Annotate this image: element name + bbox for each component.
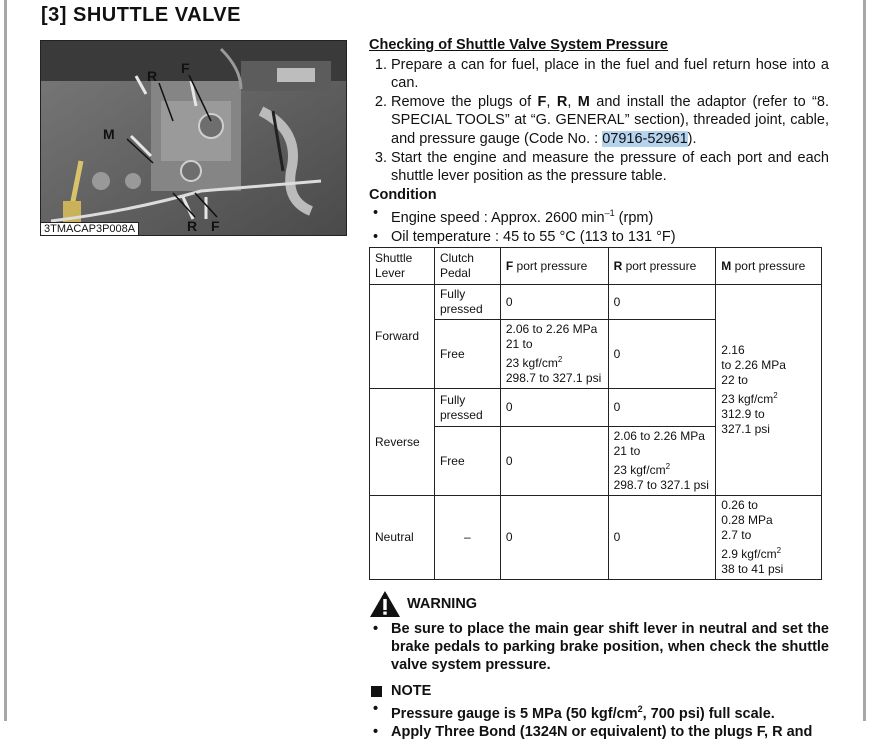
header-shuttle-lever: Shuttle Lever	[370, 248, 435, 285]
procedure-block	[369, 36, 829, 246]
step-3: 3. Start the engine and measure the pressure of each port and each shuttle lever position as the pressure table.	[391, 149, 829, 186]
label-m: M	[103, 126, 115, 142]
pedal-fully-pressed: Fully pressed	[434, 285, 500, 320]
header-f-port: F port pressure	[500, 248, 608, 285]
table-row	[370, 496, 822, 580]
lever-reverse: Reverse	[370, 389, 435, 496]
condition-title: Condition	[369, 186, 437, 203]
label-r-bottom: R	[187, 218, 198, 234]
r-port-pressure-value: 2.06 to 2.26 MPa 21 to 23 kgf/$cm^2$ 298.7 to 327.1 psi	[608, 427, 716, 496]
cell-value: 0	[608, 285, 716, 320]
condition-oil-temp: • Oil temperature : 45 to 55 °C (113 to 131 °F)	[369, 228, 829, 247]
cell-value: 0	[608, 389, 716, 427]
warning-header	[369, 590, 829, 618]
procedure-title: Checking of Shuttle Valve System Pressure	[369, 37, 668, 53]
label-f-top: F	[181, 60, 190, 76]
plug-m: M	[577, 93, 590, 110]
cell-value: 0	[608, 320, 716, 389]
shuttle-valve-photo	[40, 40, 347, 236]
m-port-neutral-value: 0.26 to 0.28 MPa 2.7 to 2.9 kgf/$cm^2$ 38 to 41 psi	[716, 496, 822, 580]
page-edge-right	[863, 0, 866, 721]
plug-f: F	[537, 93, 547, 110]
label-r-top: R	[147, 68, 158, 84]
condition-engine-speed: • Engine speed : Approx. 2600 $\min^{-1} (rpm)$	[369, 204, 829, 227]
step-2: 2. Remove the plugs of F, R, M and install the adaptor (refer to “8. SPECIAL TOOLS” at “G. GENERAL” section), threaded joint, cable, and pressure gauge (Code No. : 07916-52961).	[391, 93, 829, 149]
table-row	[370, 285, 822, 320]
f-port-pressure-value: 2.06 to 2.26 MPa 21 to 23 kgf/$cm^2$ 298.7 to 327.1 psi	[500, 320, 608, 389]
m-port-drive-value: 2.16 to 2.26 MPa 22 to 23 kgf/$cm^2$ 312.9 to 327.1 psi	[716, 285, 822, 496]
cell-value: 0	[500, 427, 608, 496]
warning-title: WARNING	[407, 596, 478, 612]
header-r-port: R port pressure	[608, 248, 716, 285]
note-text: • Pressure gauge is 5 MPa (50 kgf/$cm^2$, 700 psi) full scale.	[369, 700, 829, 723]
pedal-free: Free	[434, 320, 500, 389]
page-edge-left	[4, 0, 7, 721]
warning-text: • Be sure to place the main gear shift lever in neutral and set the brake pedals to parking brake position, when check the shuttle valve system pressure.	[369, 620, 829, 674]
note-title: NOTE	[391, 683, 432, 699]
warning-triangle-icon	[369, 590, 401, 618]
note-text-cut: • Apply Three Bond (1324N or equivalent) to the plugs F, R and	[369, 723, 829, 741]
note-header	[369, 682, 829, 700]
photo-id: 3TMACAP3P008A	[41, 222, 139, 235]
header-m-port: M port pressure	[716, 248, 822, 285]
warning-block	[369, 590, 829, 741]
table-header-row	[370, 248, 822, 285]
cell-value: 0	[500, 496, 608, 580]
label-f-bottom: F	[211, 218, 220, 234]
warning-list	[369, 620, 829, 674]
note-square-icon	[371, 686, 382, 697]
cell-value: 0	[608, 496, 716, 580]
pedal-dash: –	[434, 496, 500, 580]
lever-forward: Forward	[370, 285, 435, 389]
condition-list	[369, 204, 829, 246]
section-heading: [3] SHUTTLE VALVE	[41, 4, 241, 26]
cell-value: 0	[500, 389, 608, 427]
pedal-free: Free	[434, 427, 500, 496]
procedure-steps	[369, 56, 829, 186]
plug-r: R	[556, 93, 568, 110]
engine-illustration	[41, 41, 346, 235]
step-1: 1. Prepare a can for fuel, place in the fuel and fuel return hose into a can.	[391, 56, 829, 93]
pressure-table	[369, 247, 822, 580]
code-number-highlight[interactable]: 07916-52961	[602, 130, 688, 147]
header-clutch-pedal: Clutch Pedal	[434, 248, 500, 285]
lever-neutral: Neutral	[370, 496, 435, 580]
pedal-fully-pressed: Fully pressed	[434, 389, 500, 427]
note-list	[369, 700, 829, 741]
cell-value: 0	[500, 285, 608, 320]
